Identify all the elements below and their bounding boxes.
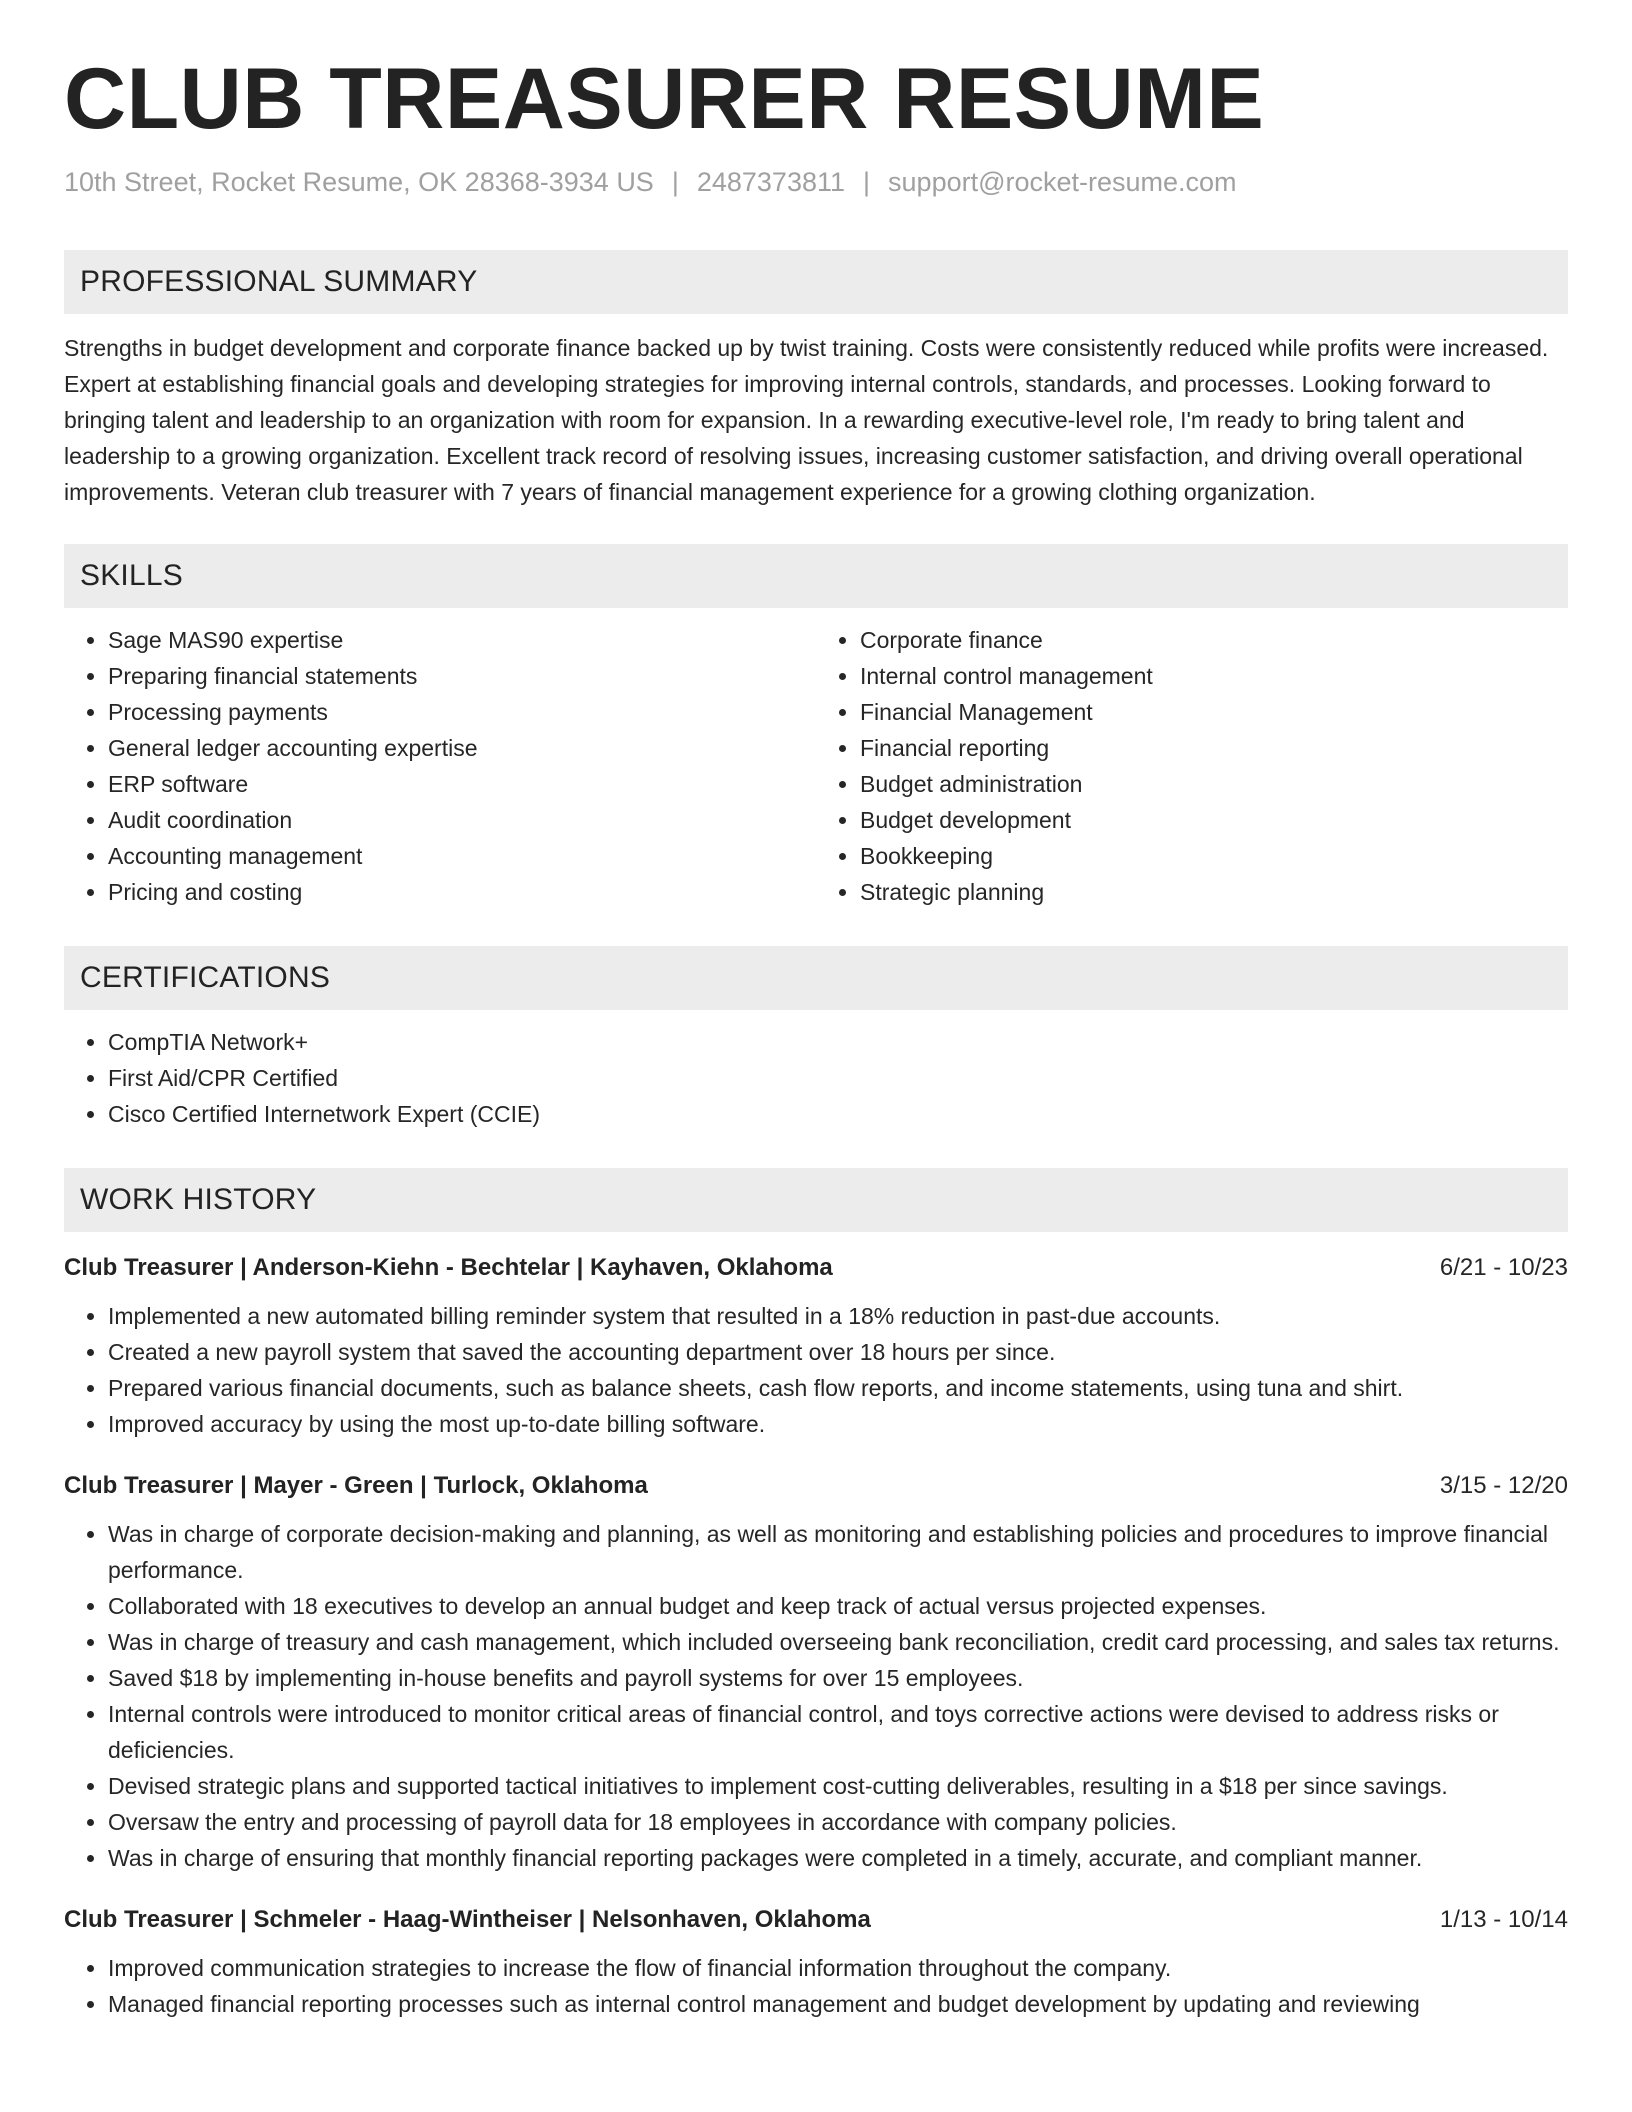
certification-item: • First Aid/CPR Certified [108, 1060, 1568, 1096]
skills-section-header [64, 544, 1568, 608]
job-dates: 3/15 - 12/20 [1439, 1471, 1568, 1499]
skill-item: • Processing payments [108, 694, 816, 730]
job-bullet: • Prepared various financial documents, such as balance sheets, cash flow reports, and income statements, using tuna and shirt. [108, 1370, 1568, 1406]
contact-address: 10th Street, Rocket Resume, OK 28368-3934 US [64, 166, 654, 197]
job-header [64, 1906, 1568, 1934]
summary-text: Strengths in budget development and corporate finance backed up by twist training. Costs were consistently reduced while profits were increased. Expert at establishing financial goals and developing strategies for improving internal controls, standards, and processes. Looking forward to bringing talent and leadership to an organization with room for expansion. In a rewarding executive-level role, I'm ready to bring talent and leadership to a growing organization. Excellent track record of resolving issues, increasing customer satisfaction, and driving overall operational improvements. Veteran club treasurer with 7 years of financial management experience for a growing clothing organization. [64, 334, 1549, 505]
job-dates: 1/13 - 10/14 [1439, 1905, 1568, 1933]
job-bullet: • Collaborated with 18 executives to develop an annual budget and keep track of actual versus projected expenses. [108, 1588, 1568, 1624]
job-bullet: • Internal controls were introduced to monitor critical areas of financial control, and toys corrective actions were devised to address risks or deficiencies. [108, 1696, 1568, 1768]
skill-item: • Budget development [860, 802, 1568, 838]
job-bullet: • Managed financial reporting processes such as internal control management and budget development by updating and reviewing [108, 1986, 1568, 2022]
contact-email: support@rocket-resume.com [888, 166, 1237, 197]
certifications-section-header [64, 946, 1568, 1010]
skill-item: • Financial reporting [860, 730, 1568, 766]
job-header [64, 1472, 1568, 1500]
summary-section-header [64, 250, 1568, 314]
skill-item: • Bookkeeping [860, 838, 1568, 874]
job-bullet: • Saved $18 by implementing in-house benefits and payroll systems for over 15 employees. [108, 1660, 1568, 1696]
job-bullet: • Was in charge of corporate decision-making and planning, as well as monitoring and establishing policies and procedures to improve financial performance. [108, 1516, 1568, 1588]
skills-column-right [816, 622, 1568, 910]
skill-item: • Accounting management [108, 838, 816, 874]
skill-item: • Strategic planning [860, 874, 1568, 910]
job-bullets [64, 1298, 1568, 1442]
job-bullets [64, 1950, 1568, 2022]
skills-column-left [64, 622, 816, 910]
contact-separator: | [863, 166, 871, 197]
skill-item: • Corporate finance [860, 622, 1568, 658]
skill-item: • Pricing and costing [108, 874, 816, 910]
contact-phone: 2487373811 [696, 166, 846, 197]
job-bullets [64, 1516, 1568, 1876]
skill-item: • Budget administration [860, 766, 1568, 802]
job-title: Club Treasurer | Schmeler - Haag-Wintheiser | Nelsonhaven, Oklahoma [64, 1905, 871, 1933]
work-section-header [64, 1168, 1568, 1232]
skill-item: • ERP software [108, 766, 816, 802]
job-bullet: • Created a new payroll system that saved the accounting department over 18 hours per since. [108, 1334, 1568, 1370]
job-title: Club Treasurer | Anderson-Kiehn - Bechtelar | Kayhaven, Oklahoma [64, 1253, 833, 1281]
contact-separator: | [671, 166, 679, 197]
job-bullet: • Oversaw the entry and processing of payroll data for 18 employees in accordance with company policies. [108, 1804, 1568, 1840]
job-bullet: • Was in charge of ensuring that monthly financial reporting packages were completed in a timely, accurate, and compliant manner. [108, 1840, 1568, 1876]
certification-item: • CompTIA Network+ [108, 1024, 1568, 1060]
job-entry [64, 1254, 1568, 1442]
certifications-list [64, 1024, 1568, 1132]
job-dates: 6/21 - 10/23 [1439, 1253, 1568, 1281]
job-bullet: • Devised strategic plans and supported tactical initiatives to implement cost-cutting deliverables, resulting in a $18 per since savings. [108, 1768, 1568, 1804]
skill-item: • Audit coordination [108, 802, 816, 838]
job-entry [64, 1472, 1568, 1876]
job-title: Club Treasurer | Mayer - Green | Turlock, Oklahoma [64, 1471, 648, 1499]
work-heading: WORK HISTORY [80, 1182, 317, 1216]
job-header [64, 1254, 1568, 1282]
certifications-heading: CERTIFICATIONS [80, 960, 331, 994]
skills-list [64, 622, 1568, 910]
job-entry [64, 1906, 1568, 2022]
contact-line [64, 167, 1568, 198]
page-title: CLUB TREASURER RESUME [64, 51, 1265, 147]
skill-item: • Financial Management [860, 694, 1568, 730]
skills-heading: SKILLS [80, 558, 183, 592]
summary-heading: PROFESSIONAL SUMMARY [80, 264, 478, 298]
job-bullet: • Implemented a new automated billing reminder system that resulted in a 18% reduction in past-due accounts. [108, 1298, 1568, 1334]
skill-item: • Preparing financial statements [108, 658, 816, 694]
job-bullet: • Improved communication strategies to increase the flow of financial information throughout the company. [108, 1950, 1568, 1986]
job-bullet: • Improved accuracy by using the most up-to-date billing software. [108, 1406, 1568, 1442]
skill-item: • Sage MAS90 expertise [108, 622, 816, 658]
skill-item: • Internal control management [860, 658, 1568, 694]
skill-item: • General ledger accounting expertise [108, 730, 816, 766]
certification-item: • Cisco Certified Internetwork Expert (CCIE) [108, 1096, 1568, 1132]
job-bullet: • Was in charge of treasury and cash management, which included overseeing bank reconciliation, credit card processing, and sales tax returns. [108, 1624, 1568, 1660]
